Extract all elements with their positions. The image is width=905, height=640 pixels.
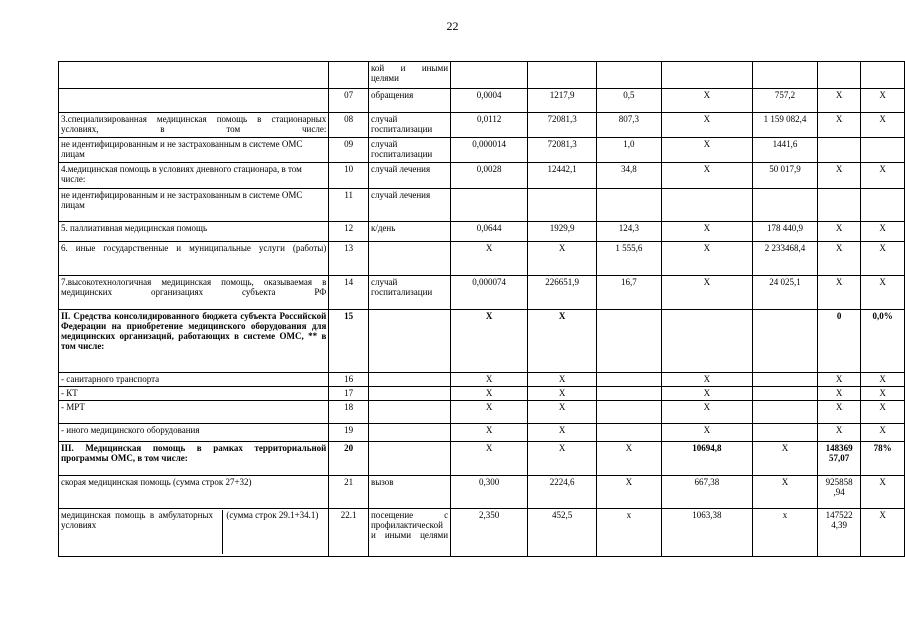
table-row <box>59 401 905 424</box>
value-cell <box>596 387 661 401</box>
value-cell: 147522 4,39 <box>818 509 861 557</box>
value-cell: 807,3 <box>596 113 661 138</box>
value-cell <box>661 62 752 89</box>
unit-cell <box>368 442 450 476</box>
unit-cell: вызов <box>368 476 450 509</box>
value-cell <box>752 387 817 401</box>
value-cell: Х <box>818 163 861 189</box>
row-name <box>59 89 329 113</box>
unit-cell <box>368 401 450 424</box>
value-cell: Х <box>451 401 528 424</box>
row-code: 13 <box>329 242 369 276</box>
value-cell: Х <box>861 222 905 242</box>
value-cell: Х <box>661 163 752 189</box>
value-cell: 178 440,9 <box>752 222 817 242</box>
table-row <box>59 189 905 222</box>
value-cell: Х <box>661 222 752 242</box>
page-number: 22 <box>446 19 459 33</box>
row-name-text: медицинская помощь в амбулаторных условиях <box>61 510 213 531</box>
row-code <box>329 62 369 89</box>
row-name: - санитарного транспорта <box>59 373 329 387</box>
value-cell: Х <box>528 442 597 476</box>
value-cell <box>752 401 817 424</box>
row-name: не идентифицированным и не застрахованным в системе ОМС лицам <box>59 138 329 163</box>
value-cell: 1063,38 <box>661 509 752 557</box>
value-cell: Х <box>861 509 905 557</box>
value-cell: 0,0112 <box>451 113 528 138</box>
value-cell: Х <box>752 476 817 509</box>
value-cell <box>528 189 597 222</box>
value-cell: Х <box>528 387 597 401</box>
value-cell: 72081,3 <box>528 113 597 138</box>
value-cell <box>752 189 817 222</box>
value-cell: Х <box>861 276 905 310</box>
table-row <box>59 442 905 476</box>
unit-cell <box>368 387 450 401</box>
value-cell: Х <box>861 387 905 401</box>
value-cell: 0,300 <box>451 476 528 509</box>
value-cell <box>528 62 597 89</box>
table-row <box>59 276 905 310</box>
value-cell: 2,350 <box>451 509 528 557</box>
row-name <box>59 62 329 89</box>
value-cell: 0,000014 <box>451 138 528 163</box>
value-cell: Х <box>528 242 597 276</box>
value-cell: 78% <box>861 442 905 476</box>
value-cell: 16,7 <box>596 276 661 310</box>
value-cell <box>661 189 752 222</box>
value-cell: Х <box>818 387 861 401</box>
value-cell: 0,000074 <box>451 276 528 310</box>
unit-cell: обращения <box>368 89 450 113</box>
value-cell: Х <box>752 442 817 476</box>
value-cell: Х <box>661 373 752 387</box>
value-cell: 1217,9 <box>528 89 597 113</box>
value-cell: 0,5 <box>596 89 661 113</box>
row-name: 5. паллиативная медицинская помощь <box>59 222 329 242</box>
unit-cell: случай госпитализации <box>368 276 450 310</box>
value-cell: 2224,6 <box>528 476 597 509</box>
value-cell <box>861 138 905 163</box>
table-row <box>59 242 905 276</box>
row-code: 12 <box>329 222 369 242</box>
value-cell: Х <box>661 387 752 401</box>
value-cell: х <box>596 509 661 557</box>
value-cell: Х <box>818 113 861 138</box>
value-cell: 2 233468,4 <box>752 242 817 276</box>
value-cell <box>661 310 752 373</box>
value-cell: Х <box>818 401 861 424</box>
row-name-sub: (сумма строк 29.1+34.1) <box>222 510 326 554</box>
value-cell <box>861 62 905 89</box>
value-cell: 226651,9 <box>528 276 597 310</box>
value-cell <box>752 373 817 387</box>
value-cell: Х <box>451 442 528 476</box>
unit-cell: кой и иными целями <box>368 62 450 89</box>
table-row <box>59 89 905 113</box>
value-cell <box>818 189 861 222</box>
value-cell: Х <box>818 242 861 276</box>
value-cell: Х <box>661 276 752 310</box>
table-row <box>59 62 905 89</box>
table-row <box>59 424 905 442</box>
value-cell: Х <box>861 401 905 424</box>
value-cell: Х <box>818 424 861 442</box>
value-cell: Х <box>451 242 528 276</box>
value-cell: 10694,8 <box>661 442 752 476</box>
value-cell: 0,0004 <box>451 89 528 113</box>
value-cell: 24 025,1 <box>752 276 817 310</box>
row-code: 20 <box>329 442 369 476</box>
value-cell: Х <box>528 373 597 387</box>
value-cell: Х <box>596 476 661 509</box>
row-code: 14 <box>329 276 369 310</box>
row-name: - МРТ <box>59 401 329 424</box>
value-cell <box>861 189 905 222</box>
row-code: 16 <box>329 373 369 387</box>
value-cell: 50 017,9 <box>752 163 817 189</box>
value-cell <box>752 424 817 442</box>
value-cell: 34,8 <box>596 163 661 189</box>
value-cell: 452,5 <box>528 509 597 557</box>
row-name: 6. иные государственные и муниципальные услуги (работы) <box>59 242 329 276</box>
value-cell: Х <box>661 242 752 276</box>
value-cell <box>596 62 661 89</box>
value-cell: Х <box>451 387 528 401</box>
value-cell <box>596 401 661 424</box>
value-cell: 72081,3 <box>528 138 597 163</box>
value-cell <box>596 310 661 373</box>
row-name: - КТ <box>59 387 329 401</box>
unit-cell: случай госпитализации <box>368 138 450 163</box>
unit-cell <box>368 373 450 387</box>
unit-cell: случай лечения <box>368 163 450 189</box>
value-cell: Х <box>818 276 861 310</box>
value-cell <box>451 62 528 89</box>
unit-cell <box>368 310 450 373</box>
row-code: 17 <box>329 387 369 401</box>
value-cell <box>752 310 817 373</box>
value-cell: Х <box>661 424 752 442</box>
value-cell: Х <box>861 424 905 442</box>
value-cell: Х <box>451 373 528 387</box>
value-cell: 925858 ,94 <box>818 476 861 509</box>
unit-cell: случай госпитализации <box>368 113 450 138</box>
value-cell <box>596 373 661 387</box>
value-cell: 0,0% <box>861 310 905 373</box>
value-cell <box>451 189 528 222</box>
value-cell: 757,2 <box>752 89 817 113</box>
row-code: 08 <box>329 113 369 138</box>
row-code: 07 <box>329 89 369 113</box>
row-code: 19 <box>329 424 369 442</box>
value-cell: Х <box>861 89 905 113</box>
value-cell <box>596 424 661 442</box>
value-cell: 148369 57,07 <box>818 442 861 476</box>
value-cell: Х <box>661 401 752 424</box>
unit-cell: к/день <box>368 222 450 242</box>
value-cell: 1441,6 <box>752 138 817 163</box>
row-name: III. Медицинская помощь в рамках территориальной программы ОМС, в том числе: <box>59 442 329 476</box>
row-code: 22.1 <box>329 509 369 557</box>
value-cell: 667,38 <box>661 476 752 509</box>
value-cell: 124,3 <box>596 222 661 242</box>
value-cell: Х <box>818 222 861 242</box>
value-cell: Х <box>451 424 528 442</box>
table-row <box>59 163 905 189</box>
value-cell: 1,0 <box>596 138 661 163</box>
value-cell: Х <box>661 113 752 138</box>
value-cell: Х <box>528 310 597 373</box>
row-name: 7.высокотехнологичная медицинская помощь, оказываемая в медицинских организациях субъекта РФ <box>59 276 329 310</box>
value-cell: Х <box>861 163 905 189</box>
table-row <box>59 373 905 387</box>
value-cell: Х <box>818 89 861 113</box>
table-row <box>59 387 905 401</box>
row-name: II. Средства консолидированного бюджета субъекта Российской Федерации на приобретение медицинского оборудования для медицинских организаций, работающих в системе ОМС, ** в том числе: <box>59 310 329 373</box>
value-cell: 0,0028 <box>451 163 528 189</box>
value-cell <box>818 62 861 89</box>
table-row <box>59 509 905 557</box>
value-cell: 1 159 082,4 <box>752 113 817 138</box>
value-cell <box>818 138 861 163</box>
value-cell: Х <box>528 424 597 442</box>
value-cell: х <box>752 509 817 557</box>
value-cell: Х <box>451 310 528 373</box>
row-code: 09 <box>329 138 369 163</box>
row-code: 10 <box>329 163 369 189</box>
value-cell: 0 <box>818 310 861 373</box>
value-cell: Х <box>818 373 861 387</box>
row-name: не идентифицированным и не застрахованным в системе ОМС лицам <box>59 189 329 222</box>
value-cell: Х <box>861 113 905 138</box>
table-row <box>59 138 905 163</box>
table-row <box>59 113 905 138</box>
table-row <box>59 310 905 373</box>
value-cell: 12442,1 <box>528 163 597 189</box>
value-cell: Х <box>861 373 905 387</box>
value-cell: Х <box>661 89 752 113</box>
row-name <box>59 509 329 557</box>
value-cell: Х <box>861 242 905 276</box>
value-cell: Х <box>661 138 752 163</box>
unit-cell: случай лечения <box>368 189 450 222</box>
value-cell: Х <box>596 442 661 476</box>
value-cell: Х <box>528 401 597 424</box>
row-code: 15 <box>329 310 369 373</box>
value-cell <box>596 189 661 222</box>
table-row <box>59 222 905 242</box>
row-code: 18 <box>329 401 369 424</box>
unit-cell <box>368 242 450 276</box>
row-name: скорая медицинская помощь (сумма строк 27+32) <box>59 476 329 509</box>
row-name: 4.медицинская помощь в условиях дневного стационара, в том числе: <box>59 163 329 189</box>
unit-cell <box>368 424 450 442</box>
row-code: 21 <box>329 476 369 509</box>
row-name: 3.специализированная медицинская помощь в стационарных условиях, в том числе: <box>59 113 329 138</box>
row-name: - иного медицинского оборудования <box>59 424 329 442</box>
value-cell: Х <box>861 476 905 509</box>
unit-cell: посещение с профилактической и иными целями <box>368 509 450 557</box>
table-row <box>59 476 905 509</box>
row-code: 11 <box>329 189 369 222</box>
value-cell <box>752 62 817 89</box>
value-cell: 1 555,6 <box>596 242 661 276</box>
value-cell: 1929,9 <box>528 222 597 242</box>
tariff-table <box>58 61 905 557</box>
value-cell: 0,0644 <box>451 222 528 242</box>
